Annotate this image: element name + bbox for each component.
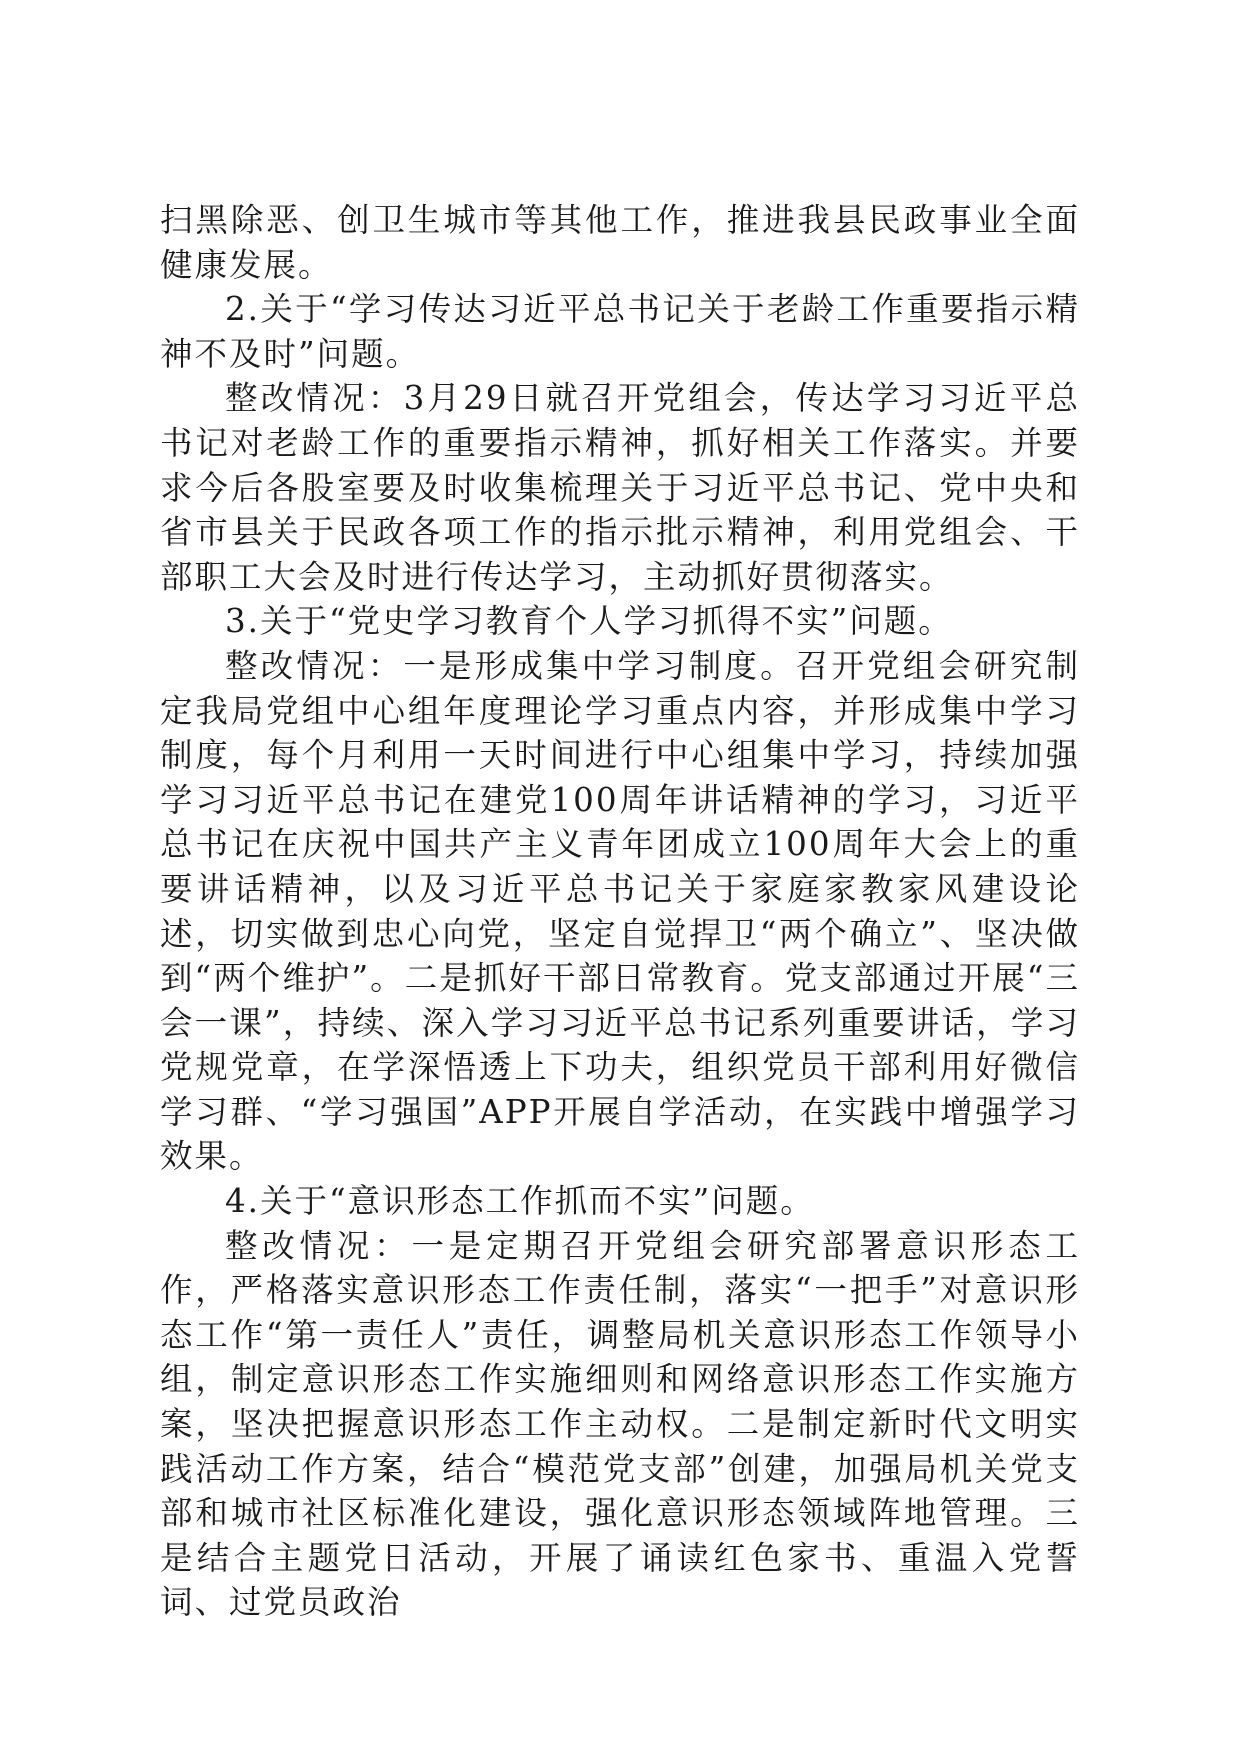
paragraph-continuation: 扫黑除恶、创卫生城市等其他工作，推进我县民政事业全面健康发展。 (160, 201, 1080, 284)
paragraph-rectification-2: 整改情况：3月29日就召开党组会，传达学习习近平总书记对老龄工作的重要指示精神，抓好相关工作落实。并要求今后各股室要及时收集梳理关于习近平总书记、党中央和省市县关于民政各项工作的指示批示精神，利用党组会、干部职工大会及时进行传达学习，主动抓好贯彻落实。 (160, 379, 1080, 596)
paragraph-rectification-3: 整改情况：一是形成集中学习制度。召开党组会研究制定我局党组中心组年度理论学习重点内容，并形成集中学习制度，每个月利用一天时间进行中心组集中学习，持续加强学习习近平总书记在建党100周年讲话精神的学习，习近平总书记在庆祝中国共产主义青年团成立100周年大会上的重要讲话精神，以及习近平总书记关于家庭家教家风建设论述，切实做到忠心向党，坚定自觉捍卫“两个确立”、坚决做到“两个维护”。二是抓好干部日常教育。党支部通过开展“三会一课”，持续、深入学习习近平总书记系列重要讲话，学习党规党章，在学深悟透上下功夫，组织党员干部利用好微信学习群、“学习强国”APP开展自学活动，在实践中增强学习效果。 (160, 646, 1080, 1176)
paragraph-rectification-4: 整改情况：一是定期召开党组会研究部署意识形态工作，严格落实意识形态工作责任制，落实“一把手”对意识形态工作“第一责任人”责任，调整局机关意识形态工作领导小组，制定意识形态工作实施细则和网络意识形态工作实施方案，坚决把握意识形态工作主动权。二是制定新时代文明实践活动工作方案，结合“模范党支部”创建，加强局机关党支部和城市社区标准化建设，强化意识形态领域阵地管理。三是结合主题党日活动，开展了诵读红色家书、重温入党誓词、过党员政治 (160, 1226, 1080, 1622)
paragraph-issue-4: 4.关于“意识形态工作抓而不实”问题。 (225, 1182, 815, 1221)
paragraph-issue-2: 2.关于“学习传达习近平总书记关于老龄工作重要指示精神不及时”问题。 (160, 290, 1080, 373)
document-body (160, 198, 1080, 1625)
paragraph-issue-3: 3.关于“党史学习教育个人学习抓得不实”问题。 (225, 602, 953, 641)
